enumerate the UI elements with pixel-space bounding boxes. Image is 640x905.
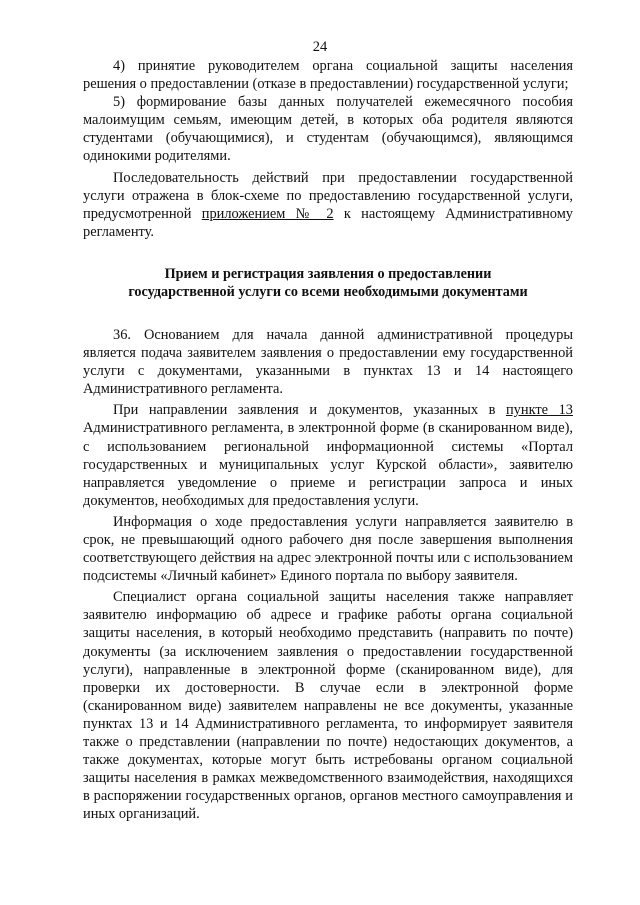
section-heading-line-1: Прием и регистрация заявления о предоставлении (164, 265, 492, 282)
page-number: 24 (312, 39, 328, 55)
section-heading-line-2: государственной услуги со всеми необходимыми документами (128, 283, 528, 300)
document-body (83, 57, 573, 823)
appendix-2-link[interactable]: приложением № 2 (201, 205, 334, 222)
service-progress-paragraph: Информация о ходе предоставления услуги направляется заявителю в срок, не превышающий одного рабочего дня после завершения выполнения соответствующего действия на адрес электронной почты или с использованием подсистемы «Личный кабинет» Единого портала по выбору заявителя. (83, 513, 573, 585)
point-13-link[interactable]: пункте 13 (505, 402, 573, 419)
paragraph-36: 36. Основанием для начала данной административной процедуры является подача заявителем заявления о предоставлении ему государственной услуги с документами, указанными в пунктах 13 и 14 настоящего Административного регламента. (83, 326, 573, 398)
electronic-text-after: Административного регламента, в электронной форме (в сканированном виде), с использованием региональной информационной системы «Портал государственных и муниципальных услуг Курской области», заявителю направляется уведомление о приеме и регистрации запроса и иных документов, необходимых для предоставления услуги. (83, 420, 573, 509)
list-item-5: 5) формирование базы данных получателей ежемесячного пособия малоимущим семьям, имеющим детей, в которых оба родителя являются студентами (обучающимися), и студентам (обучающимся), являющимся одинокими родителями. (83, 94, 573, 165)
sequence-text-after: к настоящему Административному регламенту. (83, 205, 573, 240)
sequence-paragraph (83, 169, 573, 241)
section-heading (83, 265, 573, 301)
sequence-text-before: Последовательность действий при предоставлении государственной услуги отражена в блок-схеме по предоставлению государственной услуги, предусмотренной (83, 169, 573, 222)
list-item-4: 4) принятие руководителем органа социальной защиты населения решения о предоставлении (отказе в предоставлении) государственной услуги; (83, 58, 573, 93)
electronic-text-before: При направлении заявления и документов, указанных в (113, 402, 506, 419)
electronic-submission-paragraph (83, 401, 573, 510)
specialist-paragraph: Специалист органа социальной защиты населения также направляет заявителю информацию об адресе и графике работы органа социальной защиты населения, в который необходимо представить (направить по почте) документы (за исключением заявления о предоставлении государственной услуги), направленные в электронной форме (сканированном виде), для проверки их достоверности. В случае если в электронной форме (сканированном виде) заявителем направлены не все документы, указанные пунктах 13 и 14 Административного регламента, то информирует заявителя также о представлении (направлении по почте) недостающих документов, а также документах, которые могут быть истребованы органом социальной защиты населения в рамках межведомственного взаимодействия, находящихся в распоряжении государственных органов, органов местного самоуправления и иных организаций. (83, 589, 573, 823)
